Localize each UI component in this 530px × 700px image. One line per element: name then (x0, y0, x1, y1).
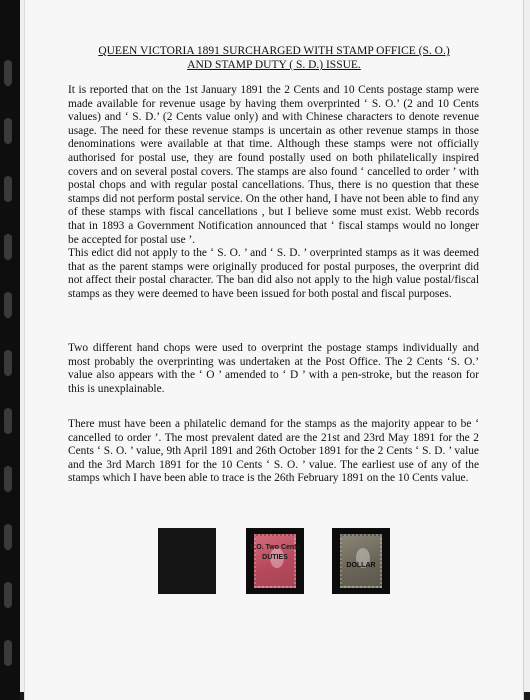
binder-hole (4, 350, 12, 376)
binder-hole (4, 408, 12, 434)
paragraph-philatelic-demand: There must have been a philatelic demand for the stamps as the majority appear to be ‘ cancelled to order ’. The most prevalent dated are the 21st and 23rd May 1891 for the 2 Cents ‘ S. O. ’ value, 9th April 1891 and 26th October 1891 for the 2 Cents ‘ S. D. ’ value and the 3rd March 1891 for the 10 Cents ‘ S. O. ’ value. The earliest use of any of the stamps which I have been able to trace is the 26th February 1891 on the 10 Cents value. (68, 418, 479, 485)
stamp-2-cents-overprinted (246, 528, 304, 594)
paragraph-hand-chops: Two different hand chops were used to overprint the postage stamps individually and most probably the overprinting was undertaken at the Post Office. The 2 Cents ‘S. O.’ value also appears with the ‘ O ’ amended to ‘ D ’ with a pen-stroke, but the reason for this is unexplainable. (68, 342, 479, 395)
stamp-overprint-text: DOLLAR (346, 562, 376, 569)
binder-strip (0, 0, 20, 700)
binder-hole (4, 582, 12, 608)
paragraph-edict: This edict did not apply to the ‘ S. O. ’ and ‘ S. D. ’ overprinted stamps as it was deemed that as the parent stamps were originally produced for postal purposes, the overprint did not affect their postal character. The ban did also not apply to the high value postal/fiscal stamps as they were deemed to have been issued for both postal and fiscal purposes. (68, 247, 479, 300)
stamp-overprint-text: S.O. Two Cents (249, 544, 301, 551)
binder-hole (4, 234, 12, 260)
binder-hole (4, 292, 12, 318)
binder-hole (4, 60, 12, 86)
stamp-dollar-overprinted (332, 528, 390, 594)
binder-hole (4, 524, 12, 550)
page-title-line-1: QUEEN VICTORIA 1891 SURCHARGED WITH STAMP OFFICE (S. O.) (98, 45, 450, 57)
binder-hole (4, 118, 12, 144)
stamp-face (254, 534, 296, 588)
empty-stamp-mount (158, 528, 216, 594)
page-title-line-2: AND STAMP DUTY ( S. D.) ISSUE. (187, 59, 361, 71)
binder-hole (4, 466, 12, 492)
stamp-face (340, 534, 382, 588)
paragraph-history: It is reported that on the 1st January 1891 the 2 Cents and 10 Cents postage stamp were made available for revenue usage by having them overprinted ‘ S. O.’ (2 and 10 Cents values) and ‘ S. D.’ (2 Cents value only) and with Chinese characters to denote revenue usage. The need for these revenue stamps is uncertain as other revenue stamps in those denominations were available at that time. Although these stamps were not officially authorised for postal use, they are found postally used on both philatelically inspired covers and on several postal covers. The stamps are also found ‘ cancelled to order ’ with postal chops and with regular postal cancellations. Thus, there is no question that these stamps did not perform postal service. On the other hand, I have not been able to find any of these stamps with fiscal cancellations , but I believe some must exist. Webb records that in 1893 a Government Notification announced that ‘ fiscal stamps would no longer be accepted for postal use ’. (68, 84, 479, 246)
binder-hole (4, 176, 12, 202)
stamp-row (24, 528, 524, 594)
binder-hole (4, 640, 12, 666)
album-page (24, 0, 524, 700)
stamp-overprint-text: DUTIES (262, 554, 288, 561)
